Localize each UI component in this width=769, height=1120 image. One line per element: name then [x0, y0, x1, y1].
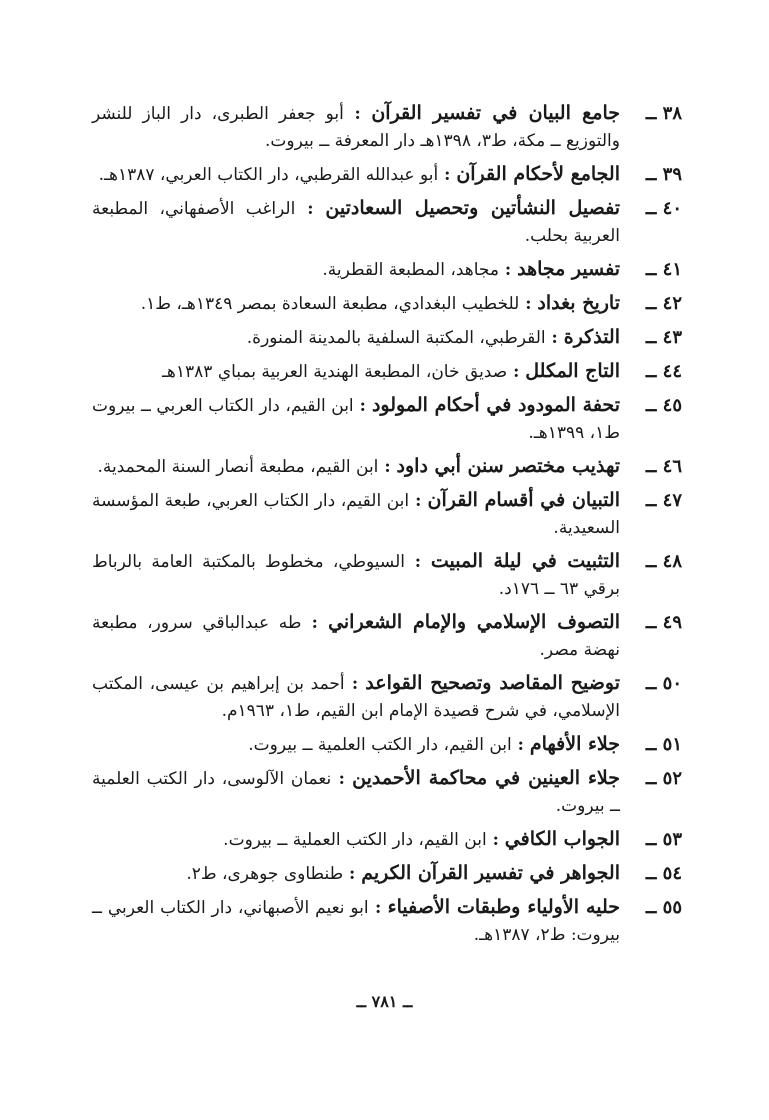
entry-number: ٥٥ ــ	[645, 897, 682, 918]
entry-title: الجواب الكافي	[504, 828, 620, 850]
entry-details: طه عبدالباقي سرور، مطبعة نهضة مصر.	[92, 613, 620, 660]
entry-details: ابن القيم، دار الكتب العلمية ــ بيروت.	[248, 735, 512, 755]
entry-number: ٥٣ ــ	[645, 829, 682, 850]
bibliography-entry: ٤٦ ــ تهذيب مختصر سنن أبي داود : ابن القيم، مطبعة أنصار السنة المحمدية.	[92, 453, 682, 481]
entry-details: أحمد بن إبراهيم بن عيسى، المكتب الإسلامي، في شرح قصيدة الإمام ابن القيم، ط١، ١٩٦٣م.	[92, 674, 620, 721]
entry-title: التثبيت في ليلة المبيت	[430, 550, 620, 572]
entry-details: ابن القيم، دار الكتب العملية ــ بيروت.	[223, 830, 487, 850]
bibliography-entry: ٤٥ ــ تحفة المودود في أحكام المولود : ابن القيم، دار الكتاب العربي ــ بيروت ط١، ١٣٩٩هـ.	[92, 394, 682, 443]
page-number: ــ ٧٨١ ــ	[356, 992, 413, 1011]
bibliography-entry: ٤٢ ــ تاريخ بغداد : للخطيب البغدادي، مطبعة السعادة بمصر ١٣٤٩هـ، ط١.	[92, 290, 682, 318]
entry-title: تفصيل النشأتين وتحصيل السعادتين	[325, 197, 620, 219]
entry-title: التذكرة	[563, 326, 620, 348]
entry-number: ٤٧ ــ	[645, 490, 682, 511]
entry-title: التصوف الإسلامي والإمام الشعراني	[328, 611, 620, 633]
bibliography-entry: ٥٢ ــ جلاء العينين في محاكمة الأحمدين : نعمان الآلوسى، دار الكتب العلمية ــ بيروت.	[92, 767, 682, 816]
entry-title: تاريخ بغداد	[537, 292, 620, 314]
entry-title: تفسير مجاهد	[517, 258, 620, 280]
entry-details: ابن القيم، دار الكتاب العربي، طبعة المؤسسة السعيدية.	[92, 491, 620, 538]
entry-number: ٥٢ ــ	[645, 768, 682, 789]
entry-details: ابن القيم، مطبعة أنصار السنة المحمدية.	[97, 457, 379, 477]
entry-title: حليه الأولياء وطبقات الأصفياء	[387, 896, 620, 918]
entry-details: السيوطي، مخطوط بالمكتبة العامة بالرباط برقي ٦٣ ــ ١٧٦د.	[92, 552, 620, 599]
entry-number: ٤٩ ــ	[645, 612, 682, 633]
entry-number: ٤٤ ــ	[645, 361, 682, 382]
entry-details: نعمان الآلوسى، دار الكتب العلمية ــ بيروت.	[92, 769, 620, 816]
entry-details: القرطبي، المكتبة السلفية بالمدينة المنورة.	[246, 328, 546, 348]
entry-details: طنطاوى جوهرى، ط٢.	[186, 864, 344, 884]
bibliography-entry: ٥١ ــ جلاء الأفهام : ابن القيم، دار الكتب العلمية ــ بيروت.	[92, 731, 682, 759]
entry-title: تحفة المودود في أحكام المولود	[371, 394, 620, 416]
bibliography-entry: ٤٧ ــ التبيان في أقسام القرآن : ابن القيم، دار الكتاب العربي، طبعة المؤسسة السعيدية.	[92, 489, 682, 538]
entry-details: مجاهد، المطبعة القطرية.	[322, 260, 499, 280]
entry-title: جلاء الأفهام	[529, 733, 620, 755]
entry-number: ٤٠ ــ	[645, 198, 682, 219]
entry-title: تهذيب مختصر سنن أبي داود	[396, 455, 620, 477]
entry-details: صديق خان، المطبعة الهندية العربية بمباي ١٣٨٣هـ	[161, 362, 508, 382]
entry-details: الراغب الأصفهاني، المطبعة العربية بحلب.	[92, 199, 620, 246]
bibliography-entry: ٣٨ ــ جامع البيان في تفسير القرآن : أبو جعفر الطبرى، دار الباز للنشر والتوزيع ــ مكة، ط٣، ١٣٩٨هـ دار المعرفة ــ بيروت.	[92, 102, 682, 151]
entry-title: جلاء العينين في محاكمة الأحمدين	[352, 767, 620, 789]
entry-number: ٤٦ ــ	[645, 456, 682, 477]
bibliography-entry: ٣٩ ــ الجامع لأحكام القرآن : أبو عبدالله القرطبي، دار الكتاب العربي، ١٣٨٧هـ.	[92, 161, 682, 189]
entry-number: ٥١ ــ	[645, 734, 682, 755]
entry-title: توضيح المقاصد وتصحيح القواعد	[365, 672, 620, 694]
entry-number: ٤٥ ــ	[645, 395, 682, 416]
entry-number: ٣٨ ــ	[645, 103, 682, 124]
entry-number: ٤١ ــ	[645, 259, 682, 280]
entry-details: ابو نعيم الأصبهاني، دار الكتاب العربي ــ بيروت: ط٢، ١٣٨٧هـ.	[92, 898, 620, 945]
entry-number: ٤٣ ــ	[645, 327, 682, 348]
bibliography-entry: ٤٠ ــ تفصيل النشأتين وتحصيل السعادتين : الراغب الأصفهاني، المطبعة العربية بحلب.	[92, 197, 682, 246]
entry-number: ٥٠ ــ	[645, 673, 682, 694]
entry-number: ٣٩ ــ	[645, 164, 682, 185]
entry-number: ٤٢ ــ	[645, 293, 682, 314]
entry-title: الجامع لأحكام القرآن	[456, 163, 620, 185]
bibliography-entry: ٤١ ــ تفسير مجاهد : مجاهد، المطبعة القطرية.	[92, 256, 682, 284]
bibliography-entry: ٤٨ ــ التثبيت في ليلة المبيت : السيوطي، مخطوط بالمكتبة العامة بالرباط برقي ٦٣ ــ ١٧٦د.	[92, 550, 682, 599]
entry-details: أبو عبدالله القرطبي، دار الكتاب العربي، ١٣٨٧هـ.	[98, 165, 439, 185]
entry-title: الجواهر في تفسير القرآن الكريم	[361, 862, 620, 884]
bibliography-list	[92, 100, 682, 955]
bibliography-entry: ٥٣ ــ الجواب الكافي : ابن القيم، دار الكتب العملية ــ بيروت.	[92, 826, 682, 854]
entry-title: التاج المكلل	[525, 360, 620, 382]
entry-title: جامع البيان في تفسير القرآن	[371, 102, 620, 124]
bibliography-entry: ٥٠ ــ توضيح المقاصد وتصحيح القواعد : أحمد بن إبراهيم بن عيسى، المكتب الإسلامي، في شرح قصيدة الإمام ابن القيم، ط١، ١٩٦٣م.	[92, 672, 682, 721]
bibliography-entry: ٤٣ ــ التذكرة : القرطبي، المكتبة السلفية بالمدينة المنورة.	[92, 324, 682, 352]
bibliography-entry: ٤٩ ــ التصوف الإسلامي والإمام الشعراني : طه عبدالباقي سرور، مطبعة نهضة مصر.	[92, 611, 682, 660]
entry-details: ابن القيم، دار الكتاب العربي ــ بيروت ط١، ١٣٩٩هـ.	[92, 396, 620, 443]
entry-number: ٤٨ ــ	[645, 551, 682, 572]
bibliography-entry: ٥٥ ــ حليه الأولياء وطبقات الأصفياء : ابو نعيم الأصبهاني، دار الكتاب العربي ــ بيروت: ط٢، ١٣٨٧هـ.	[92, 896, 682, 945]
entry-details: أبو جعفر الطبرى، دار الباز للنشر والتوزيع ــ مكة، ط٣، ١٣٩٨هـ دار المعرفة ــ بيروت.	[92, 104, 620, 151]
entry-number: ٥٤ ــ	[645, 863, 682, 884]
bibliography-entry: ٤٤ ــ التاج المكلل : صديق خان، المطبعة الهندية العربية بمباي ١٣٨٣هـ	[92, 358, 682, 386]
entry-details: للخطيب البغدادي، مطبعة السعادة بمصر ١٣٤٩هـ، ط١.	[140, 294, 520, 314]
entry-title: التبيان في أقسام القرآن	[427, 489, 620, 511]
bibliography-entry: ٥٤ ــ الجواهر في تفسير القرآن الكريم : طنطاوى جوهرى، ط٢.	[92, 860, 682, 888]
